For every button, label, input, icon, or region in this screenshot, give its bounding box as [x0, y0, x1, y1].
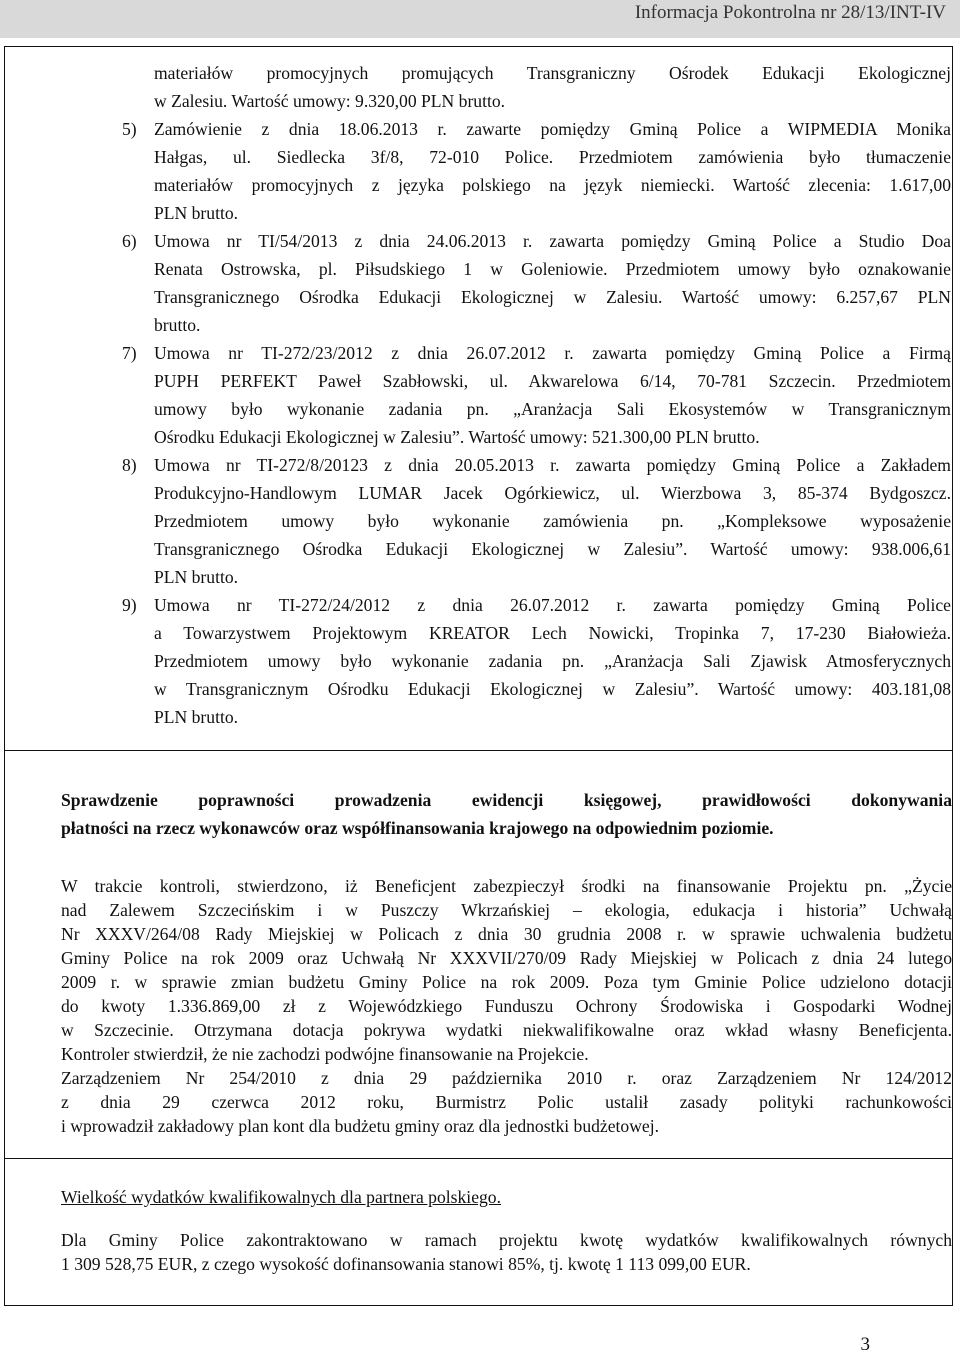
item-line: Transgranicznego Ośrodka Edukacji Ekologicznej w Zalesiu”. Wartość umowy: 938.006,61 — [154, 539, 951, 559]
item-line: brutto. — [154, 315, 201, 335]
item-number: 6) — [122, 231, 137, 251]
item-line: Umowa nr TI-272/24/2012 z dnia 26.07.2012 r. zawarta pomiędzy Gminą Police — [154, 595, 951, 615]
body-line: do kwoty 1.336.869,00 zł z Wojewódzkiego Funduszu Ochrony Środowiska i Gospodarki Wodnej — [61, 996, 952, 1016]
body-line: nad Zalewem Szczecińskim i w Puszczy Wkrzańskiej – ekologia, edukacja i historia” Uchwałą — [61, 900, 952, 920]
intro-line: materiałów promocyjnych promujących Transgraniczny Ośrodek Edukacji Ekologicznej — [154, 63, 951, 83]
body-line: Nr XXXV/264/08 Rady Miejskiej w Policach z dnia 30 grudnia 2008 r. w sprawie uchwalenia budżetu — [61, 924, 952, 944]
item-line: Zamówienie z dnia 18.06.2013 r. zawarte pomiędzy Gminą Police a WIPMEDIA Monika — [154, 119, 951, 139]
item-number: 9) — [122, 595, 137, 615]
item-number: 7) — [122, 343, 137, 363]
body-line: Zarządzeniem Nr 254/2010 z dnia 29 października 2010 r. oraz Zarządzeniem Nr 124/2012 — [61, 1068, 952, 1088]
item-line: umowy było wykonanie zadania pn. „Aranżacja Sali Ekosystemów w Transgranicznym — [154, 399, 951, 419]
item-line: PLN brutto. — [154, 203, 239, 223]
item-line: PUPH PERFEKT Paweł Szabłowski, ul. Akwarelowa 6/14, 70-781 Szczecin. Przedmiotem — [154, 371, 951, 391]
body-line: 1 309 528,75 EUR, z czego wysokość dofinansowania stanowi 85%, tj. kwotę 1 113 099,00 EUR. — [61, 1254, 751, 1274]
section-heading: płatności na rzecz wykonawców oraz współfinansowania krajowego na odpowiednim poziomie. — [61, 818, 774, 838]
item-line: Hałgas, ul. Siedlecka 3f/8, 72-010 Police. Przedmiotem zamówienia było tłumaczenie — [154, 147, 951, 167]
section-divider — [4, 1158, 953, 1159]
item-line: a Towarzystwem Projektowym KREATOR Lech Nowicki, Tropinka 7, 17-230 Białowieża. — [154, 623, 951, 643]
section-heading: Wielkość wydatków kwalifikowalnych dla partnera polskiego. — [61, 1187, 501, 1207]
item-line: PLN brutto. — [154, 567, 239, 587]
item-number: 5) — [122, 119, 137, 139]
item-number: 8) — [122, 455, 137, 475]
item-line: PLN brutto. — [154, 707, 239, 727]
page-number: 3 — [860, 1334, 870, 1355]
page-header — [0, 0, 960, 38]
item-line: Renata Ostrowska, pl. Piłsudskiego 1 w Goleniowie. Przedmiotem umowy było oznakowanie — [154, 259, 951, 279]
body-line: w Szczecinie. Otrzymana dotacja pokrywa wydatki niekwalifikowalne oraz wkład własny Beneficjenta. — [61, 1020, 952, 1040]
body-line: W trakcie kontroli, stwierdzono, iż Beneficjent zabezpieczył środki na finansowanie Projektu pn. „Życie — [61, 876, 952, 896]
section-divider — [4, 750, 953, 751]
item-line: Przedmiotem umowy było wykonanie zadania pn. „Aranżacja Sali Zjawisk Atmosferycznych — [154, 651, 951, 671]
item-line: materiałów promocyjnych z języka polskiego na język niemiecki. Wartość zlecenia: 1.617,00 — [154, 175, 951, 195]
item-line: Umowa nr TI-272/23/2012 z dnia 26.07.2012 r. zawarta pomiędzy Gminą Police a Firmą — [154, 343, 951, 363]
body-line: Kontroler stwierdził, że nie zachodzi podwójne finansowanie na Projekcie. — [61, 1044, 589, 1064]
item-line: Przedmiotem umowy było wykonanie zamówienia pn. „Kompleksowe wyposażenie — [154, 511, 951, 531]
body-line: 2009 r. w sprawie zmian budżetu Gminy Police na rok 2009. Poza tym Gminie Police udzielono dotacji — [61, 972, 952, 992]
item-line: Umowa nr TI-272/8/20123 z dnia 20.05.2013 r. zawarta pomiędzy Gminą Police a Zakładem — [154, 455, 951, 475]
body-line: z dnia 29 czerwca 2012 roku, Burmistrz Polic ustalił zasady polityki rachunkowości — [61, 1092, 952, 1112]
item-line: Produkcyjno-Handlowym LUMAR Jacek Ogórkiewicz, ul. Wierzbowa 3, 85-374 Bydgoszcz. — [154, 483, 951, 503]
item-line: w Transgranicznym Ośrodku Edukacji Ekologicznej w Zalesiu”. Wartość umowy: 403.181,08 — [154, 679, 951, 699]
body-line: i wprowadził zakładowy plan kont dla budżetu gminy oraz dla jednostki budżetowej. — [61, 1116, 660, 1136]
body-line: Dla Gminy Police zakontraktowano w ramach projektu kwotę wydatków kwalifikowalnych równych — [61, 1230, 952, 1250]
intro-line: w Zalesiu. Wartość umowy: 9.320,00 PLN brutto. — [154, 91, 506, 111]
item-line: Ośrodku Edukacji Ekologicznej w Zalesiu”. Wartość umowy: 521.300,00 PLN brutto. — [154, 427, 760, 447]
item-line: Umowa nr TI/54/2013 z dnia 24.06.2013 r. zawarta pomiędzy Gminą Police a Studio Doa — [154, 231, 951, 251]
body-line: Gminy Police na rok 2009 oraz Uchwałą Nr XXXVII/270/09 Rady Miejskiej w Policach z dnia 24 lutego — [61, 948, 952, 968]
item-line: Transgranicznego Ośrodka Edukacji Ekologicznej w Zalesiu. Wartość umowy: 6.257,67 PLN — [154, 287, 951, 307]
header-title: Informacja Pokontrolna nr 28/13/INT-IV — [634, 2, 946, 23]
section-heading: Sprawdzenie poprawności prowadzenia ewidencji księgowej, prawidłowości dokonywania — [61, 790, 952, 810]
